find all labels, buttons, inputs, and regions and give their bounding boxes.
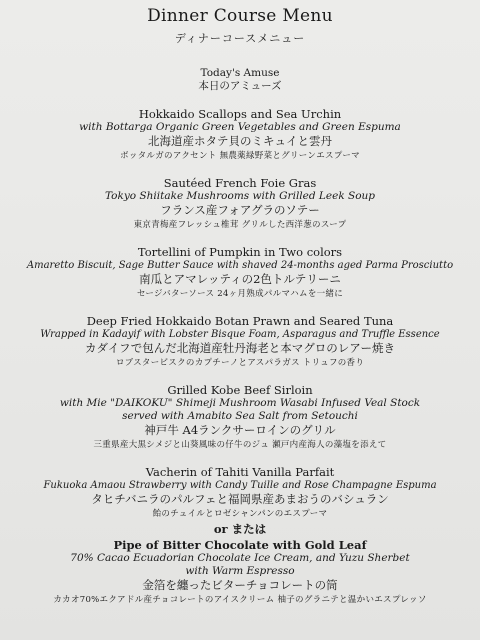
course-description: Wrapped in Kadayif with Lobster Bisque Foam, Asparagus and Truffle Essence	[40, 329, 440, 340]
course-title: Grilled Kobe Beef Sirloin	[167, 383, 313, 397]
course-note-jp: ボッタルガのアクセント 無農薬緑野菜とグリーンエスプーマ	[120, 151, 360, 161]
course-description-jp: 南瓜とアマレッティの2色トルテリーニ	[139, 272, 341, 286]
course-note-jp: セージバターソース 24ヶ月熟成パルマハムを一緒に	[136, 289, 344, 299]
alt-dessert-description: 70% Cacao Ecuadorian Chocolate Ice Cream, and Yuzu Sherbet	[70, 552, 410, 564]
alt-dessert-note-jp: カカオ70%エクアドル産チョコレートのアイスクリーム 柚子のグラニテと温かいエスプレッソ	[53, 595, 427, 605]
course-amuse	[0, 66, 480, 93]
course-description: Amaretto Biscuit, Sage Butter Sauce with shaved 24-months aged Parma Prosciutto	[26, 260, 454, 271]
course-foie-gras	[0, 176, 480, 231]
course-title-jp: 本日のアミューズ	[198, 80, 282, 92]
course-description-jp: フランス産フォアグラのソテー	[160, 203, 320, 217]
course-description: Tokyo Shiitake Mushrooms with Grilled Leek Soup	[104, 190, 376, 202]
menu-title: Dinner Course Menu	[147, 6, 333, 26]
course-tortellini	[0, 245, 480, 300]
alt-dessert-description-jp: 金箔を纏ったビターチョコレートの筒	[142, 578, 338, 592]
course-scallops	[0, 107, 480, 162]
course-prawn-tuna	[0, 314, 480, 369]
course-description: with Mie "DAIKOKU" Shimeji Mushroom Wasabi Infused Veal Stock	[59, 397, 421, 409]
course-description-jp: タヒチバニラのパルフェと福岡県産あまおうのバシュラン	[91, 492, 389, 506]
course-note-jp: ロブスタービスクのカプチーノとアスパラガス トリュフの香り	[115, 358, 365, 368]
course-note-jp: 飴のチュイルとロゼシャンパンのエスプーマ	[152, 509, 328, 519]
course-note-jp: 三重県産大黒シメジと山葵風味の仔牛のジュ 瀬戸内産海人の藻塩を添えて	[93, 440, 387, 450]
course-title: Vacherin of Tahiti Vanilla Parfait	[145, 465, 335, 479]
course-title: Today's Amuse	[200, 67, 280, 79]
course-note-jp: 東京青梅産フレッシュ椎茸 グリルした西洋葱のスープ	[133, 220, 347, 230]
course-vacherin	[0, 465, 480, 606]
course-description-2: served with Amabito Sea Salt from Setouchi	[122, 410, 358, 422]
course-description-jp: 北海道産ホタテ貝のミキュイと雲丹	[148, 134, 332, 148]
or-separator: or または	[213, 522, 267, 536]
course-kobe-beef	[0, 383, 480, 451]
course-title: Tortellini of Pumpkin in Two colors	[137, 245, 343, 259]
course-title: Deep Fried Hokkaido Botan Prawn and Seared Tuna	[86, 314, 394, 328]
alt-dessert-title: Pipe of Bitter Chocolate with Gold Leaf	[113, 538, 367, 552]
menu-title-jp: ディナーコースメニュー	[174, 32, 306, 45]
course-description: Fukuoka Amaou Strawberry with Candy Tuille and Rose Champagne Espuma	[43, 480, 437, 491]
course-title: Sautéed French Foie Gras	[163, 176, 317, 190]
course-title: Hokkaido Scallops and Sea Urchin	[138, 107, 342, 121]
course-description-jp: 神戸牛 A4ランクサーロインのグリル	[144, 423, 336, 437]
course-description: with Bottarga Organic Green Vegetables and Green Espuma	[79, 121, 401, 133]
course-description-jp: カダイフで包んだ北海道産牡丹海老と本マグロのレアー焼き	[85, 341, 395, 355]
alt-dessert-description-2: with Warm Espresso	[185, 565, 295, 577]
